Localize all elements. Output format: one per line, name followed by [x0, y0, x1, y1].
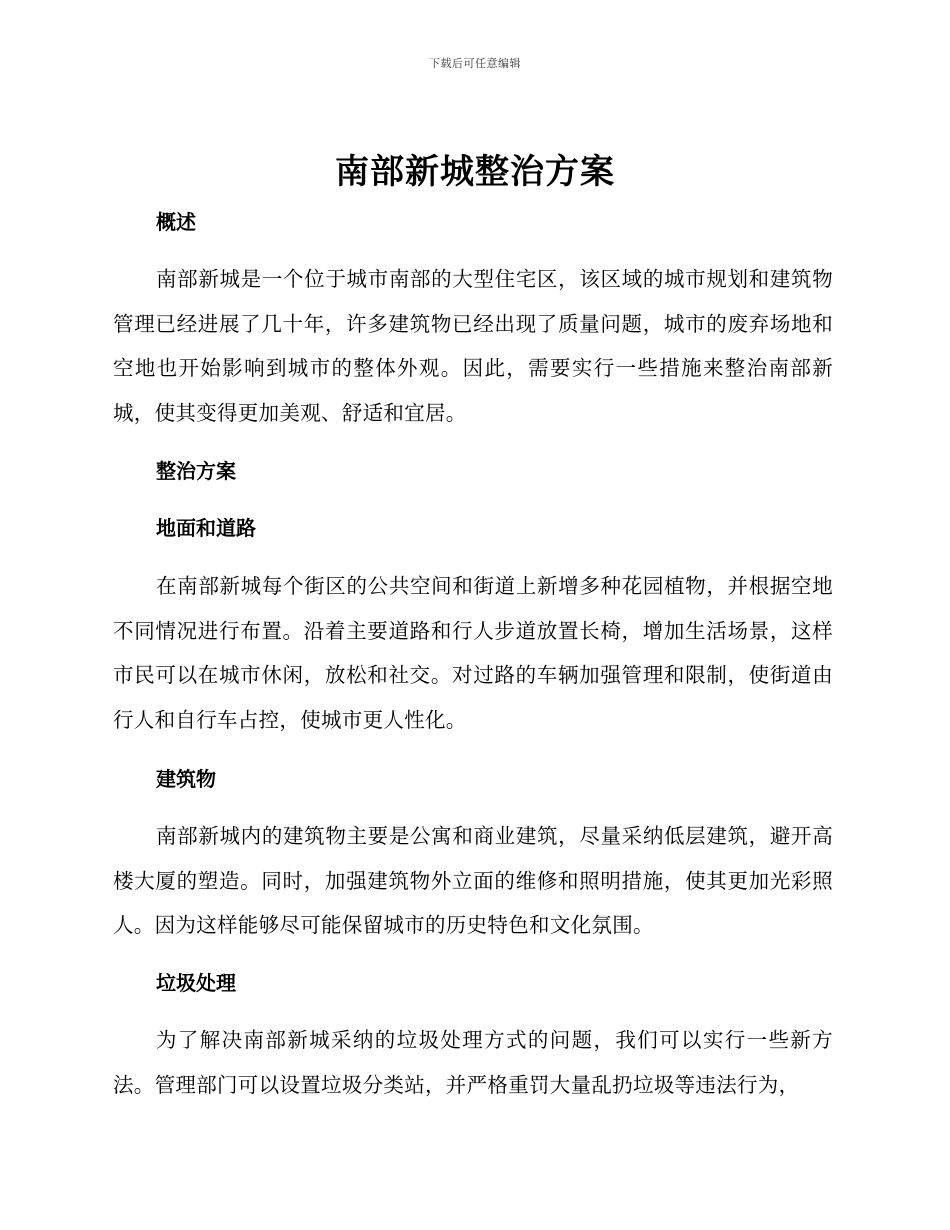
roads-heading: 地面和道路	[156, 516, 256, 540]
overview-heading: 概述	[156, 210, 196, 234]
header-note: 下载后可任意编辑	[429, 57, 521, 70]
document-title: 南部新城整治方案	[335, 152, 615, 192]
roads-paragraph: 在南部新城每个街区的公共空间和街道上新增多种花园植物，并根据空地不同情况进行布置。沿着主要道路和行人步道放置长椅，增加生活场景，这样市民可以在城市休闲，放松和社交。对过路的车辆加强管理和限制，使街道由行人和自行车占控，使城市更人性化。	[113, 574, 833, 732]
buildings-paragraph: 南部新城内的建筑物主要是公寓和商业建筑，尽量采纳低层建筑，避开高楼大厦的塑造。同时，加强建筑物外立面的维修和照明措施，使其更加光彩照人。因为这样能够尽可能保留城市的历史特色和文化氛围。	[113, 824, 833, 937]
garbage-heading: 垃圾处理	[156, 971, 236, 995]
plan-heading: 整治方案	[156, 459, 236, 483]
overview-paragraph: 南部新城是一个位于城市南部的大型住宅区，该区域的城市规划和建筑物管理已经进展了几十年，许多建筑物已经出现了质量问题，城市的废弃场地和空地也开始影响到城市的整体外观。因此，需要实行一些措施来整治南部新城，使其变得更加美观、舒适和宜居。	[113, 267, 833, 425]
buildings-heading: 建筑物	[156, 767, 216, 791]
garbage-paragraph: 为了解决南部新城采纳的垃圾处理方式的问题，我们可以实行一些新方法。管理部门可以设置垃圾分类站，并严格重罚大量乱扔垃圾等违法行为，	[113, 1028, 833, 1097]
